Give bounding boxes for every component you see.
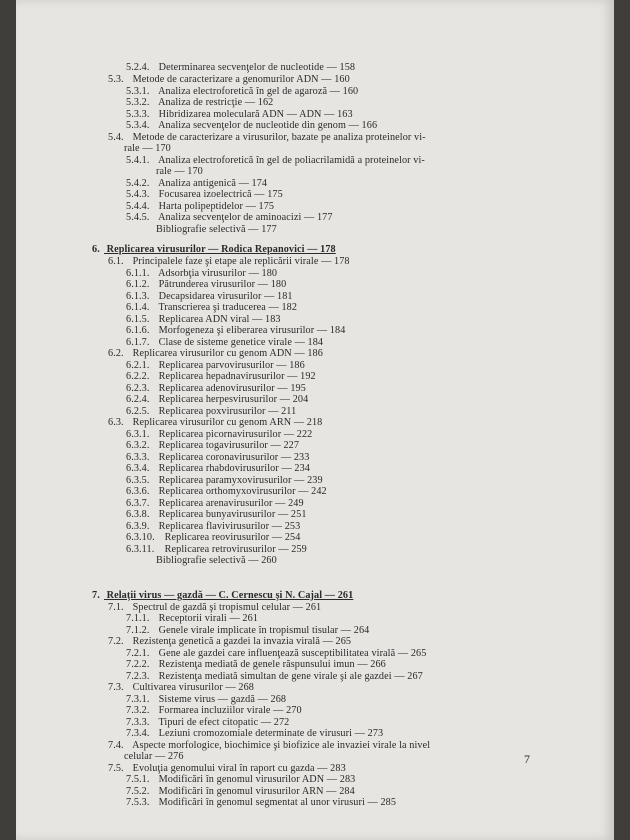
toc-entry-title: Relaţii virus — gazdă — C. Cernescu şi N. Cajal — 261	[104, 590, 354, 601]
toc-entry	[126, 394, 308, 406]
toc-entry	[156, 224, 277, 236]
toc-entry-title: Replicarea paramyxovirusurilor — 239	[156, 475, 323, 486]
toc-entry-number: 6.3.5.	[126, 475, 150, 486]
toc-entry-title: Replicarea virusurilor cu genom ADN — 186	[130, 348, 323, 359]
toc-entry-number: 6.3.2.	[126, 440, 150, 451]
toc-entry-title: Replicarea adenovirusurilor — 195	[156, 383, 306, 394]
toc-entry-title: Replicarea coronavirusurilor — 233	[156, 452, 310, 463]
toc-entry	[108, 348, 323, 360]
toc-entry	[126, 440, 299, 452]
toc-entry	[126, 532, 300, 544]
toc-entry-number: 6.2.5.	[126, 406, 150, 417]
toc-entry-title: Replicarea herpesvirusurilor — 204	[156, 394, 309, 405]
toc-entry-number: 7.1.1.	[126, 613, 150, 624]
toc-entry-title: Replicarea flavivirusurilor — 253	[156, 521, 301, 532]
page-number: 7	[524, 752, 530, 766]
toc-entry	[126, 325, 345, 337]
toc-entry-title: Formarea incluziilor virale — 270	[156, 705, 302, 716]
toc-entry	[156, 166, 203, 178]
toc-entry-title: Analiza electroforetică în gel de poliacrilamidă a proteinelor vi-	[156, 155, 425, 166]
toc-entry	[108, 74, 350, 86]
toc-entry	[126, 62, 355, 74]
toc-entry-title: Analiza electroforetică în gel de agaroză — 160	[156, 86, 359, 97]
toc-entry	[126, 371, 316, 383]
toc-entry-number: 6.1.6.	[126, 325, 150, 336]
toc-entry-number: 5.4.5.	[126, 212, 150, 223]
toc-entry	[126, 509, 307, 521]
toc-entry-title: Replicarea retrovirusurilor — 259	[162, 544, 307, 555]
toc-entry-title: Cultivarea virusurilor — 268	[130, 682, 254, 693]
toc-entry-number: 6.2.2.	[126, 371, 150, 382]
toc-entry-number: 6.3.9.	[126, 521, 150, 532]
toc-entry-number: 7.1.2.	[126, 625, 150, 636]
toc-entry-title: Replicarea reovirusurilor — 254	[162, 532, 301, 543]
toc-entry-title: Pătrunderea virusurilor — 180	[156, 279, 287, 290]
toc-entry-number: 5.3.3.	[126, 109, 150, 120]
toc-entry-title: Metode de caracterizare a genomurilor ADN — 160	[130, 74, 350, 85]
toc-entry	[108, 417, 322, 429]
toc-entry-number: 6.1.	[108, 256, 124, 267]
toc-entry-number: 7.2.2.	[126, 659, 150, 670]
toc-entry	[126, 613, 258, 625]
toc-entry	[126, 797, 396, 809]
toc-entry-title: Modificări în genomul segmentat al unor virusuri — 285	[156, 797, 397, 808]
toc-entry-title: Receptorii virali — 261	[156, 613, 258, 624]
toc-entry-number: 7.5.2.	[126, 786, 150, 797]
toc-entry-number: 5.3.1.	[126, 86, 150, 97]
toc-entry-title: Adsorbţia virusurilor — 180	[156, 268, 278, 279]
toc-entry-title: Aspecte morfologice, biochimice şi biofizice ale invaziei virale la nivel	[130, 740, 431, 751]
toc-entry	[124, 143, 171, 155]
toc-entry-title: Clase de sisteme genetice virale — 184	[156, 337, 324, 348]
toc-entry-title: Harta polipeptidelor — 175	[156, 201, 275, 212]
toc-entry	[126, 120, 377, 132]
toc-entry-title: rale — 170	[156, 166, 203, 177]
toc-entry-number: 5.4.3.	[126, 189, 150, 200]
toc-entry-title: Bibliografie selectivă — 260	[156, 555, 277, 566]
toc-entry-number: 5.4.2.	[126, 178, 150, 189]
toc-entry-number: 7.5.3.	[126, 797, 150, 808]
toc-entry-title: Modificări în genomul virusurilor ARN — 284	[156, 786, 355, 797]
toc-entry-title: Replicarea bunyavirusurilor — 251	[156, 509, 307, 520]
book-page	[16, 0, 614, 840]
toc-entry-title: Gene ale gazdei care influenţează susceptibilitatea virală — 265	[156, 648, 427, 659]
toc-entry-number: 6.3.7.	[126, 498, 150, 509]
toc-entry-number: 6.1.5.	[126, 314, 150, 325]
toc-entry-title: Bibliografie selectivă — 177	[156, 224, 277, 235]
toc-entry-number: 6.3.10.	[126, 532, 155, 543]
toc-entry-title: Sisteme virus — gazdă — 268	[156, 694, 287, 705]
toc-entry	[126, 279, 286, 291]
toc-entry-title: Analiza de restricţie — 162	[156, 97, 274, 108]
toc-entry	[126, 659, 386, 671]
toc-entry-number: 5.3.4.	[126, 120, 150, 131]
toc-entry-title: Principalele faze şi etape ale replicării virale — 178	[130, 256, 350, 267]
toc-entry-title: Rezistenţa genetică a gazdei la invazia virală — 265	[130, 636, 352, 647]
toc-entry	[126, 189, 283, 201]
toc-entry-number: 6.2.4.	[126, 394, 150, 405]
toc-entry-number: 7.3.	[108, 682, 124, 693]
toc-entry	[126, 302, 297, 314]
toc-entry-number: 6.2.	[108, 348, 124, 359]
toc-entry-number: 7.2.	[108, 636, 124, 647]
toc-entry-title: Replicarea virusurilor cu genom ARN — 218	[130, 417, 323, 428]
toc-entry-number: 5.4.	[108, 132, 124, 143]
toc-entry-title: Replicarea arenavirusurilor — 249	[156, 498, 304, 509]
toc-entry	[126, 97, 273, 109]
toc-entry-number: 7.1.	[108, 602, 124, 613]
toc-entry-title: Focusarea izoelectrică — 175	[156, 189, 283, 200]
toc-entry-title: Replicarea poxvirusurilor — 211	[156, 406, 297, 417]
toc-entry-title: Replicarea orthomyxovirusurilor — 242	[156, 486, 327, 497]
toc-entry-title: Replicarea togavirusurilor — 227	[156, 440, 300, 451]
toc-entry	[108, 636, 351, 648]
toc-entry-number: 6.3.3.	[126, 452, 150, 463]
toc-entry-title: Leziuni cromozomiale determinate de virusuri — 273	[156, 728, 384, 739]
toc-entry	[126, 463, 310, 475]
toc-entry-number: 6.1.3.	[126, 291, 150, 302]
toc-entry-title: Morfogeneza şi eliberarea virusurilor — 184	[156, 325, 346, 336]
toc-entry-title: Replicarea picornavirusurilor — 222	[156, 429, 313, 440]
toc-entry-number: 7.5.	[108, 763, 124, 774]
toc-entry	[92, 590, 353, 602]
toc-entry	[108, 256, 350, 268]
toc-entry	[156, 555, 277, 567]
toc-entry-number: 6.2.3.	[126, 383, 150, 394]
toc-entry-number: 5.4.1.	[126, 155, 150, 166]
toc-entry-number: 6.1.4.	[126, 302, 150, 313]
toc-entry-number: 7.	[92, 590, 100, 601]
toc-entry-title: Genele virale implicate în tropismul tisular — 264	[156, 625, 370, 636]
toc-entry-number: 6.2.1.	[126, 360, 150, 371]
toc-entry-title: Decapsidarea virusurilor — 181	[156, 291, 293, 302]
toc-entry-title: Analiza secvenţelor de aminoacizi — 177	[156, 212, 333, 223]
toc-entry-title: rale — 170	[124, 143, 171, 154]
toc-entry-number: 7.3.3.	[126, 717, 150, 728]
toc-entry-title: celular — 276	[124, 751, 184, 762]
toc-entry	[126, 705, 302, 717]
toc-entry-title: Metode de caracterizare a virusurilor, bazate pe analiza proteinelor vi-	[130, 132, 426, 143]
toc-entry	[126, 774, 355, 786]
toc-entry-title: Hibridizarea moleculară ADN — ADN — 163	[156, 109, 353, 120]
toc-entry-number: 6.1.2.	[126, 279, 150, 290]
toc-entry-title: Evoluţia genomului viral în raport cu gazda — 283	[130, 763, 346, 774]
toc-entry-number: 5.2.4.	[126, 62, 150, 73]
toc-entry-title: Replicarea rhabdovirusurilor — 234	[156, 463, 311, 474]
toc-entry	[92, 244, 336, 256]
toc-entry-number: 6.1.7.	[126, 337, 150, 348]
toc-entry-number: 5.3.	[108, 74, 124, 85]
toc-entry-title: Rezistenţa mediată de genele răspunsului imun — 266	[156, 659, 386, 670]
toc-entry-number: 6.3.6.	[126, 486, 150, 497]
toc-entry-number: 7.3.2.	[126, 705, 150, 716]
toc-entry-title: Determinarea secvenţelor de nucleotide — 158	[156, 62, 356, 73]
table-of-contents	[16, 0, 614, 840]
toc-entry-title: Replicarea parvovirusurilor — 186	[156, 360, 305, 371]
toc-entry-title: Transcrierea şi traducerea — 182	[156, 302, 298, 313]
toc-entry-number: 7.2.1.	[126, 648, 150, 659]
toc-entry-title: Modificări în genomul virusurilor ADN — 283	[156, 774, 356, 785]
toc-entry-title: Replicarea hepadnavirusurilor — 192	[156, 371, 316, 382]
toc-entry-title: Spectrul de gazdă şi tropismul celular — 261	[130, 602, 322, 613]
toc-entry	[126, 486, 327, 498]
toc-entry-number: 7.3.1.	[126, 694, 150, 705]
toc-entry-number: 7.2.3.	[126, 671, 150, 682]
toc-entry-number: 6.3.11.	[126, 544, 155, 555]
toc-entry-title: Analiza secvenţelor de nucleotide din genom — 166	[156, 120, 378, 131]
toc-entry-title: Rezistenţa mediată simultan de gene virale şi ale gazdei — 267	[156, 671, 423, 682]
toc-entry-number: 6.3.8.	[126, 509, 150, 520]
toc-entry-number: 7.3.4.	[126, 728, 150, 739]
toc-entry-title: Tipuri de efect citopatic — 272	[156, 717, 290, 728]
toc-entry-number: 6.1.1.	[126, 268, 150, 279]
toc-entry-number: 7.4.	[108, 740, 124, 751]
toc-entry	[124, 751, 184, 763]
toc-entry-number: 6.	[92, 244, 100, 255]
toc-entry	[126, 212, 333, 224]
toc-entry	[108, 682, 254, 694]
toc-entry-number: 5.3.2.	[126, 97, 150, 108]
toc-entry-number: 6.3.	[108, 417, 124, 428]
toc-entry-title: Replicarea virusurilor — Rodica Repanovici — 178	[104, 244, 336, 255]
toc-entry-number: 5.4.4.	[126, 201, 150, 212]
toc-entry	[126, 728, 383, 740]
toc-entry-title: Analiza antigenică — 174	[156, 178, 268, 189]
toc-entry-number: 6.3.4.	[126, 463, 150, 474]
toc-entry-number: 6.3.1.	[126, 429, 150, 440]
toc-entry-number: 7.5.1.	[126, 774, 150, 785]
toc-entry-title: Replicarea ADN viral — 183	[156, 314, 281, 325]
